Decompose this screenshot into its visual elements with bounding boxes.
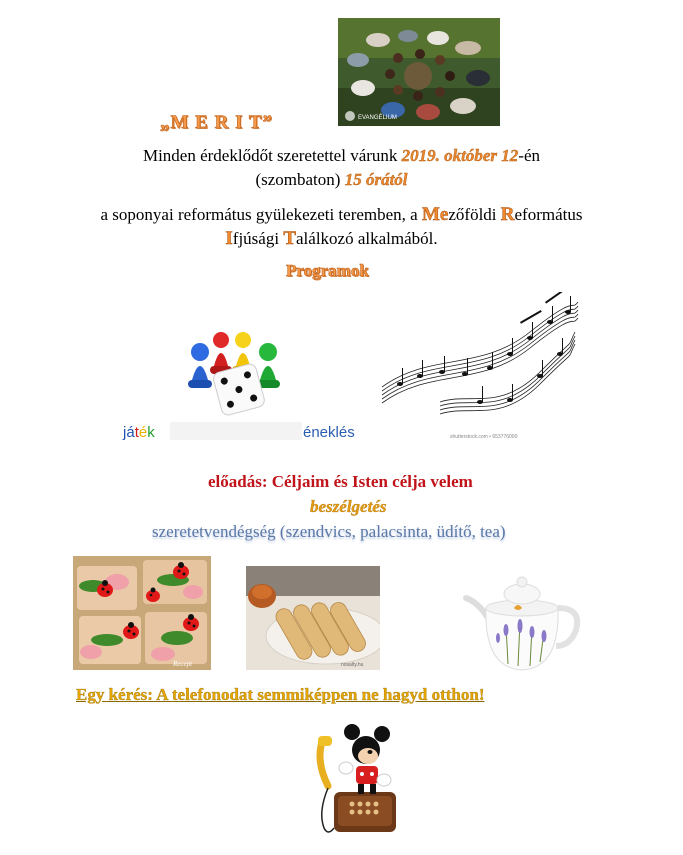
invite-line-4 [0,228,673,250]
request-text: Egy kérés: A telefonodat semmiképpen ne hagyd otthon! [76,685,485,704]
sandwich-photo [73,556,211,670]
hospitality-text: szeretetvendégség (szendvics, palacsinta, üdítő, tea) [152,522,506,541]
acronym-r-rest: eformátus [514,205,583,224]
sheet-music-image [380,292,580,442]
invite-line-2 [0,170,673,190]
mickey-telephone-image [312,722,398,838]
board-game-pieces-image [170,322,302,440]
event-date: 2019. október 12 [401,146,519,165]
lecture-text: előadás: Céljaim és Isten célja velem [208,472,473,491]
invite-venue: a soponyai református gyülekezeti teremben, a [100,205,422,224]
invite-text: Minden érdeklődőt szeretettel várunk [142,146,402,165]
invite-line-3 [0,204,683,226]
acronym-me: Me [421,204,449,225]
game-label [123,424,155,441]
acronym-r: R [500,204,515,225]
crepe-photo [246,566,380,670]
invite-line-1 [0,146,683,166]
game-label-part-2: t [134,424,139,441]
acronym-t: T [283,228,296,249]
event-time: 15 órától [344,170,408,189]
svg-text:nosalty.hu: nosalty.hu [341,662,364,668]
svg-text:shutterstock.com • 653776000: shutterstock.com • 653776000 [450,434,518,440]
invite-text-suffix: -én [518,146,541,165]
acronym-t-rest: alálkozó alkalmából. [296,229,438,248]
invite-day: (szombaton) [255,170,345,189]
game-label-part-1: já [123,424,135,441]
group-photo [338,18,500,126]
acronym-i: I [225,228,233,249]
teapot-image [458,568,586,674]
chat-text: beszélgetés [310,497,387,516]
game-label-part-4: k [147,424,155,441]
acronym-i-rest: fjúsági [232,229,284,248]
programs-heading: Programok [286,261,369,280]
page-title: „M E R I T” [160,112,274,133]
acronym-me-rest: zőföldi [448,205,501,224]
svg-text:Recept: Recept [173,660,193,668]
singing-label: éneklés [303,424,355,441]
game-label-part-3: é [138,424,148,441]
svg-text:EVANGÉLIUM: EVANGÉLIUM [358,115,397,121]
